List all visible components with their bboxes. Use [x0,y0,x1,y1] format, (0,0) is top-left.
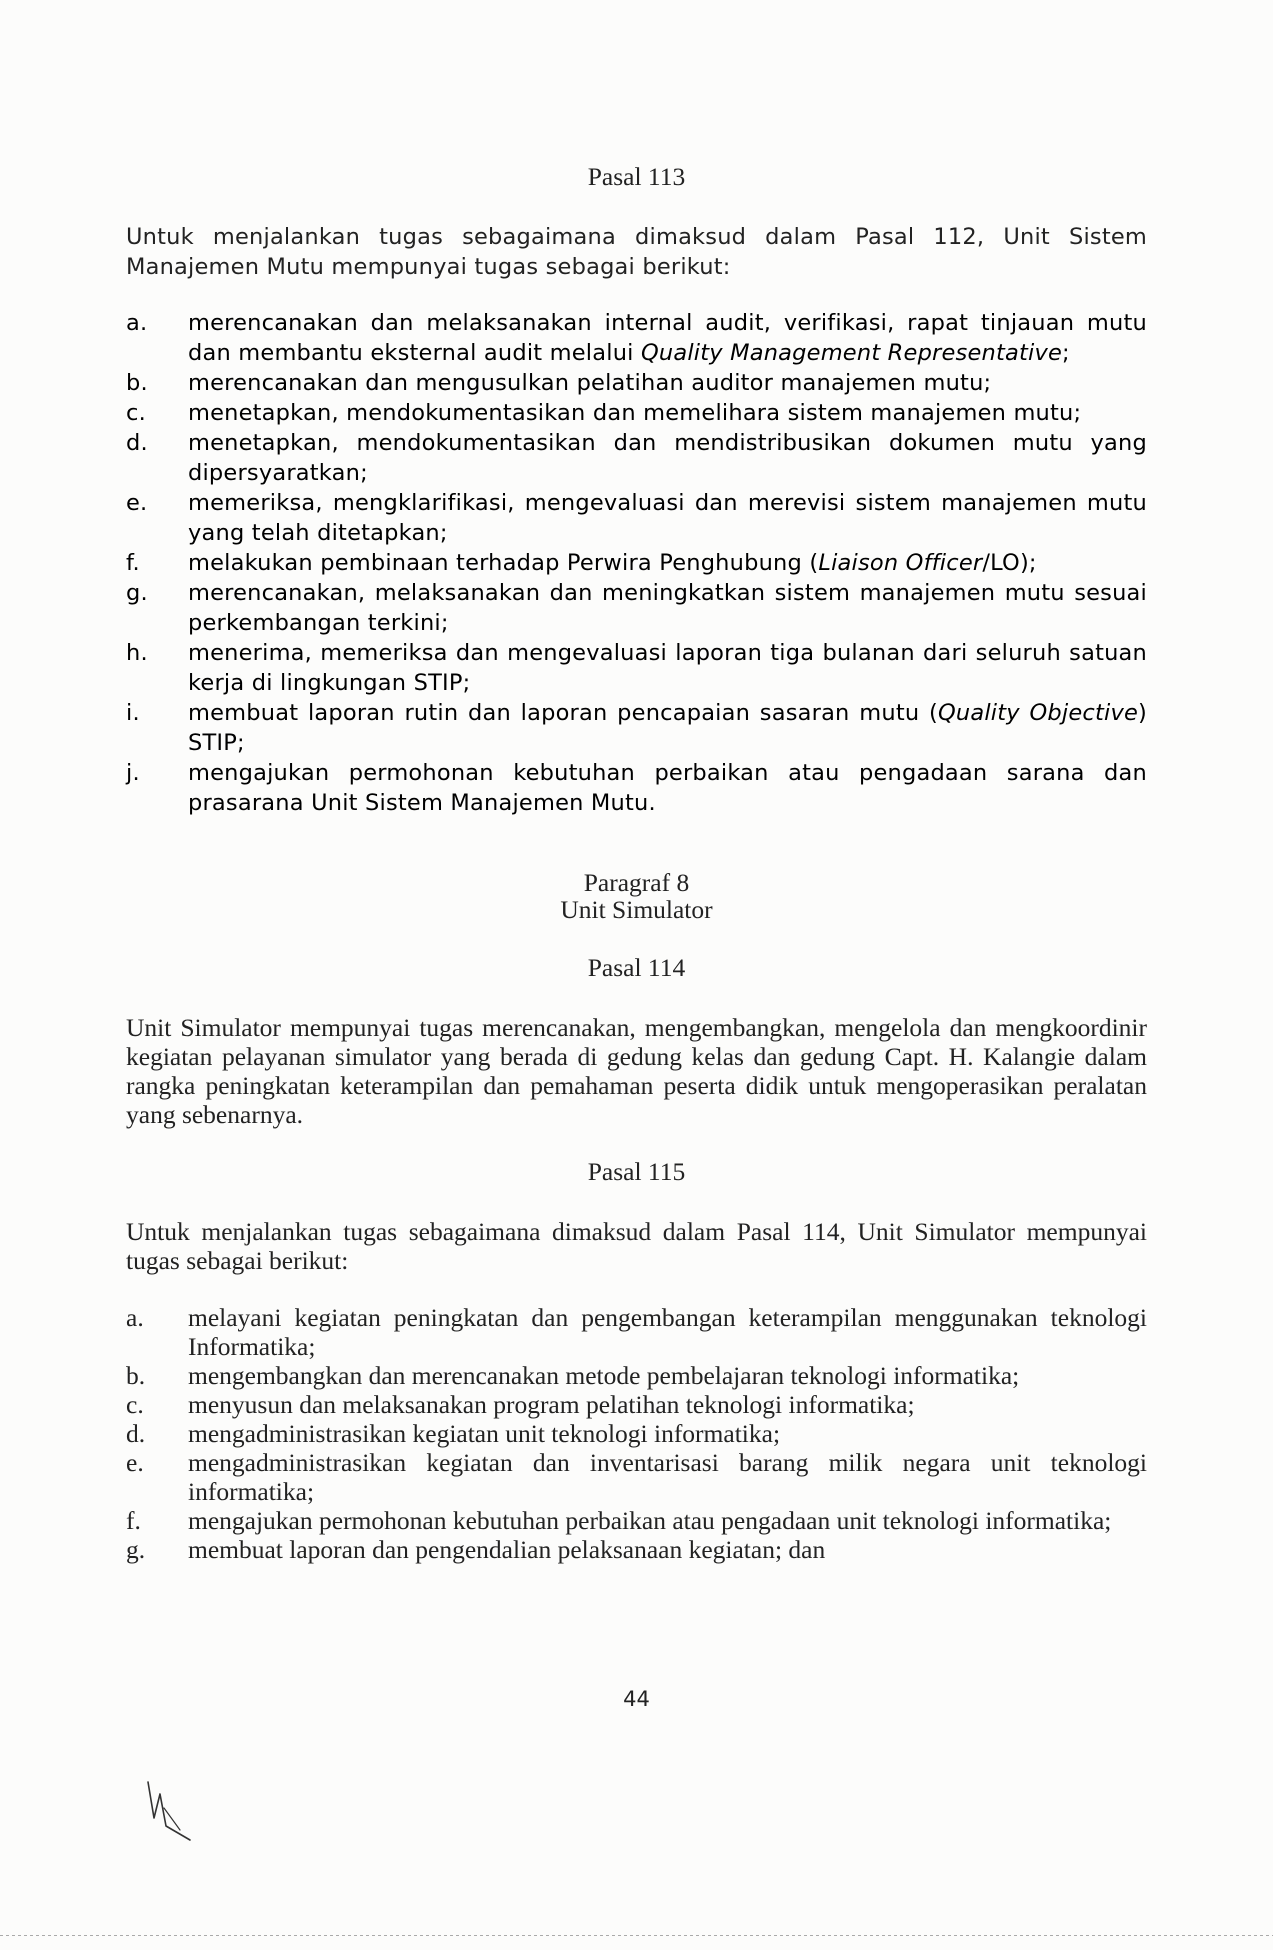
pasal-115-title: Pasal 115 [587,1157,686,1186]
pasal-113-intro: Untuk menjalankan tugas sebagaimana dimaksud dalam Pasal 112, Unit Sistem Manajemen Mutu mempunyai tugas sebagai berikut: [126,224,1147,280]
list-item [126,398,1147,428]
list-item-label: c. [126,1390,144,1419]
list-item [126,1506,1147,1535]
list-item-label: e. [126,1448,144,1477]
pasal-115-list [126,1303,1147,1564]
initial-signature [140,1778,200,1848]
list-item-text: melakukan pembinaan terhadap Perwira Penghubung ( [188,550,819,576]
list-item-text: /LO); [982,550,1037,576]
scan-edge-line [0,1935,1273,1936]
list-item-text: menerima, memeriksa dan mengevaluasi laporan tiga bulanan dari seluruh satuan kerja di lingkungan STIP; [188,640,1147,696]
paragraf-8-title: Paragraf 8 [583,868,690,897]
list-item-label: d. [126,430,148,456]
list-item-label: j. [126,760,140,786]
list-item [126,638,1147,698]
pasal-113-list [126,308,1147,818]
pasal-114-text: Unit Simulator mempunyai tugas merencanakan, mengembangkan, mengelola dan mengkoordinir kegiatan pelayanan simulator yang berada di gedung kelas dan gedung Capt. H. Kalangie dalam rangka peningkatan keterampilan dan pemahaman peserta didik untuk mengoperasikan peralatan yang sebenarnya. [126,1013,1147,1129]
list-item-italic-term: Quality Objective [938,700,1139,726]
list-item-label: c. [126,400,146,426]
list-item [126,1448,1147,1506]
list-item-italic-term: Liaison Officer [818,550,983,576]
list-item [126,1535,1147,1564]
list-item-text: mengadministrasikan kegiatan dan inventarisasi barang milik negara unit teknologi informatika; [188,1448,1147,1506]
list-item-text: menyusun dan melaksanakan program pelatihan teknologi informatika; [188,1390,915,1419]
list-item-label: g. [126,580,148,606]
list-item [126,578,1147,638]
pasal-115-intro: Untuk menjalankan tugas sebagaimana dimaksud dalam Pasal 114, Unit Simulator mempunyai tugas sebagai berikut: [126,1217,1147,1275]
page-number: 44 [623,1687,650,1711]
list-item [126,428,1147,488]
list-item-label: b. [126,370,148,396]
list-item-text: menetapkan, mendokumentasikan dan memelihara sistem manajemen mutu; [188,400,1082,426]
list-item-text: mengajukan permohonan kebutuhan perbaikan atau pengadaan unit teknologi informatika; [188,1506,1112,1535]
list-item-text: membuat laporan rutin dan laporan pencapaian sasaran mutu ( [188,700,938,726]
list-item [126,1303,1147,1361]
pasal-113-title: Pasal 113 [587,162,686,191]
list-item [126,1419,1147,1448]
list-item [126,308,1147,368]
list-item-text: mengajukan permohonan kebutuhan perbaikan atau pengadaan sarana dan prasarana Unit Sistem Manajemen Mutu. [188,760,1147,816]
list-item [126,1390,1147,1419]
list-item-text: mengembangkan dan merencanakan metode pembelajaran teknologi informatika; [188,1361,1020,1390]
list-item-label: i. [126,700,140,726]
list-item-italic-term: Quality Management Representative [640,340,1063,366]
list-item-label: f. [126,550,140,576]
list-item-text: membuat laporan dan pengendalian pelaksanaan kegiatan; dan [188,1535,826,1564]
list-item-label: b. [126,1361,146,1390]
list-item-text: menetapkan, mendokumentasikan dan mendistribusikan dokumen mutu yang dipersyaratkan; [188,430,1147,486]
list-item [126,758,1147,818]
list-item [126,1361,1147,1390]
list-item [126,548,1147,578]
list-item [126,368,1147,398]
list-item-label: a. [126,1303,144,1332]
list-item-label: a. [126,310,148,336]
list-item-text: memeriksa, mengklarifikasi, mengevaluasi dan merevisi sistem manajemen mutu yang telah ditetapkan; [188,490,1147,546]
list-item-label: g. [126,1535,146,1564]
list-item-label: d. [126,1419,146,1448]
list-item-label: f. [126,1506,141,1535]
list-item-text: ) STIP; [188,700,1147,756]
list-item-text: mengadministrasikan kegiatan unit teknologi informatika; [188,1419,781,1448]
list-item [126,488,1147,548]
list-item-text: merencanakan, melaksanakan dan meningkatkan sistem manajemen mutu sesuai perkembangan terkini; [188,580,1147,636]
paragraf-8-subtitle: Unit Simulator [560,895,713,924]
list-item-text: merencanakan dan melaksanakan internal audit, verifikasi, rapat tinjauan mutu dan membantu eksternal audit melalui [188,310,1147,366]
list-item-label: h. [126,640,148,666]
list-item-label: e. [126,490,148,516]
list-item-text: ; [1062,340,1070,366]
list-item-text: merencanakan dan mengusulkan pelatihan auditor manajemen mutu; [188,370,992,396]
list-item-text: melayani kegiatan peningkatan dan pengembangan keterampilan menggunakan teknologi Informatika; [188,1303,1147,1361]
pasal-114-title: Pasal 114 [587,953,686,982]
list-item [126,698,1147,758]
